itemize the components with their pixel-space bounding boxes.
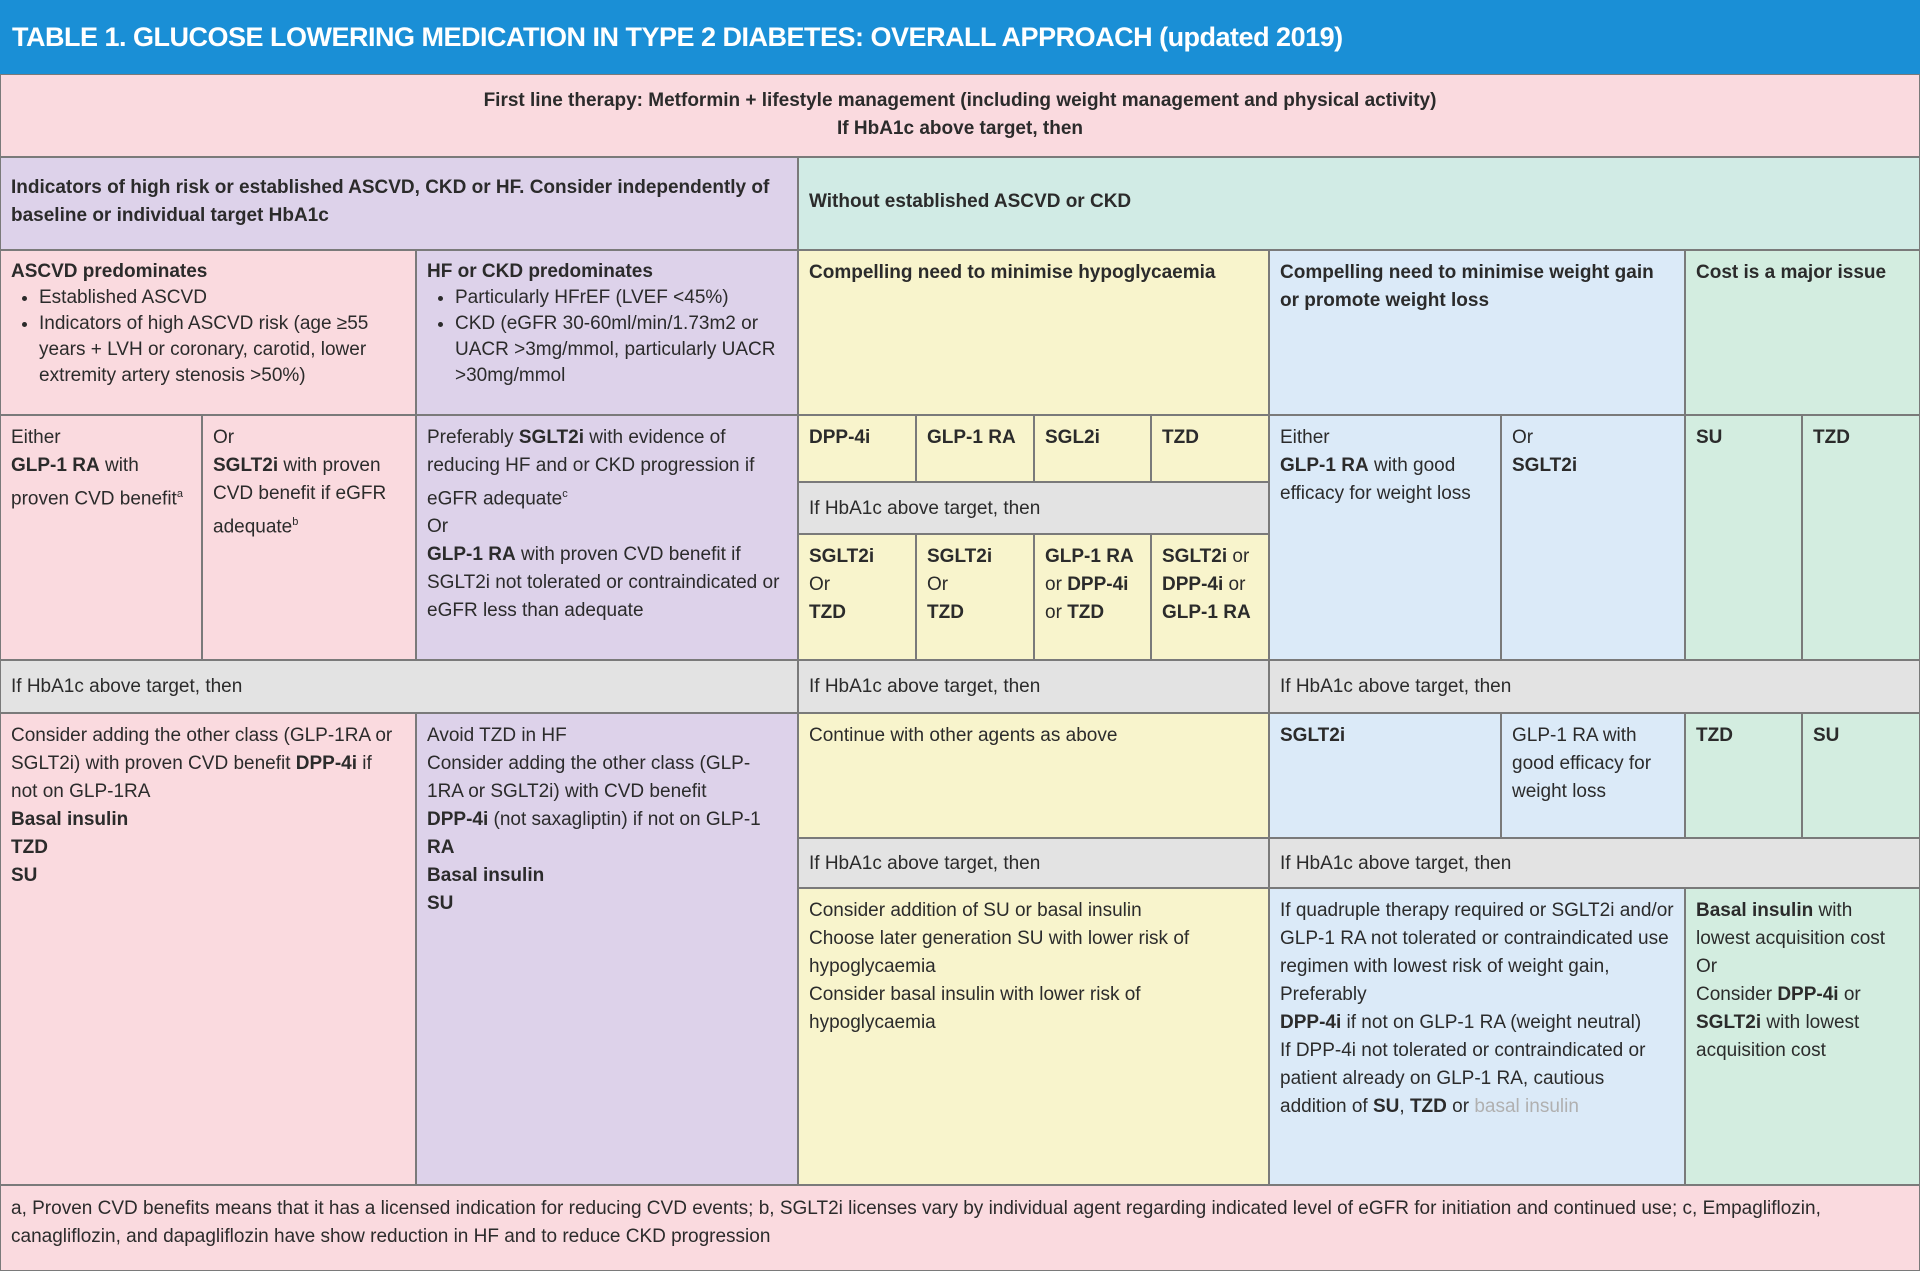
high-risk-group-header: Indicators of high risk or established ASCVD, CKD or HF. Consider independently of baseline or individual target HbA1c <box>0 157 798 250</box>
cost-step3-su: SU <box>1802 713 1920 838</box>
hypo-drug-sgl2i: SGL2i <box>1034 415 1151 482</box>
hypo-drug-dpp4i: DPP-4i <box>798 415 916 482</box>
ascvd-step3-cell <box>0 713 416 1185</box>
or-label: Or <box>1512 427 1534 448</box>
footnote-ref: a <box>176 488 183 500</box>
hfckd-bullet: • CKD (eGFR 30-60ml/min/1.73m2 or UACR >3mg/mmol, particularly UACR >30mg/mmol <box>455 311 787 389</box>
either-label: Either <box>11 427 61 448</box>
first-line-if-target: If HbA1c above target, then <box>837 118 1083 139</box>
drug-name: RA <box>427 837 455 858</box>
or-label: or <box>1045 574 1068 595</box>
drug-text: if not on GLP-1 RA (weight neutral) <box>1341 1012 1642 1033</box>
drug-name: DPP-4i <box>427 809 489 830</box>
drug-text: SGLT2i not tolerated or contraindicated or <box>427 572 780 594</box>
drug-name: TZD <box>1409 1096 1447 1117</box>
drug-text: with proven <box>278 455 381 476</box>
first-line-text: First line therapy: Metformin + lifestyle management (including weight management and physical activity) <box>483 90 1437 111</box>
drug-text: not on GLP-1RA <box>11 781 151 802</box>
or-label: Or <box>927 574 949 595</box>
hypoglycaemia-header: Compelling need to minimise hypoglycaemia <box>798 250 1269 415</box>
drug-text: eGFR less than adequate <box>427 600 644 622</box>
drug-name: SGLT2i <box>1512 455 1578 476</box>
drug-name: GLP-1 RA <box>1045 546 1134 567</box>
drug-name: basal insulin <box>1474 1096 1579 1117</box>
drug-text: with evidence of <box>583 427 726 448</box>
cost-drug-tzd: TZD <box>1802 415 1920 660</box>
hypo-step3-cell: Continue with other agents as above <box>798 713 1269 838</box>
or-label: Or <box>809 574 831 595</box>
drug-text: (not saxagliptin) if not on GLP-1 <box>488 809 761 830</box>
weight-header: Compelling need to minimise weight gain or promote weight loss <box>1269 250 1685 415</box>
drug-text: Avoid TZD in HF <box>427 725 567 746</box>
hf-ckd-predominates-cell <box>416 250 798 415</box>
if-target-row-right-2: If HbA1c above target, then <box>1269 838 1920 888</box>
drug-text: Preferably <box>1280 984 1367 1005</box>
drug-name: TZD <box>809 602 846 623</box>
drug-name: TZD <box>927 602 964 623</box>
drug-name: Basal insulin <box>427 865 545 886</box>
drug-name: DPP-4i <box>1777 984 1839 1005</box>
drug-text: if <box>357 753 372 774</box>
no-ascvd-group-header: Without established ASCVD or CKD <box>798 157 1920 250</box>
drug-text: SGLT2i) with proven CVD benefit <box>11 753 296 774</box>
drug-name: Basal insulin <box>11 809 129 830</box>
hypo-combo-4 <box>1151 534 1269 660</box>
hypo-combo-3 <box>1034 534 1151 660</box>
drug-text: Consider <box>1696 984 1778 1005</box>
drug-name: DPP-4i <box>295 753 358 774</box>
or-label: or <box>1227 546 1250 567</box>
hfckd-step3-cell <box>416 713 798 1185</box>
hypo-if-target: If HbA1c above target, then <box>798 482 1269 534</box>
drug-text: with lowest acquisition cost <box>1696 1012 1860 1061</box>
drug-text: with proven CVD benefit if <box>515 544 741 566</box>
either-label: Either <box>1280 427 1330 448</box>
drug-text: Consider addition of SU or basal insulin <box>809 900 1142 921</box>
drug-text: 1RA or SGLT2i) with CVD benefit <box>427 781 707 802</box>
hypo-drug-tzd: TZD <box>1151 415 1269 482</box>
or-label: or <box>1223 574 1246 595</box>
drug-text: adequate <box>213 516 293 538</box>
weight-step3-glp1ra: GLP-1 RA with good efficacy for weight loss <box>1501 713 1685 838</box>
drug-text: Consider basal insulin with lower risk of hypoglycaemia <box>809 984 1141 1033</box>
first-line-therapy <box>0 74 1920 157</box>
drug-name: DPP-4i <box>1067 574 1129 595</box>
drug-name: GLP-1 RA <box>1162 602 1251 623</box>
cost-step4-cell <box>1685 888 1920 1185</box>
drug-name: TZD <box>1067 602 1105 623</box>
drug-name: SGLT2i <box>213 455 279 476</box>
drug-name: GLP-1 RA <box>11 455 100 476</box>
cost-step3-tzd: TZD <box>1685 713 1802 838</box>
drug-text: Choose later generation SU with lower risk of hypoglycaemia <box>809 928 1190 977</box>
table-footnote: a, Proven CVD benefits means that it has a licensed indication for reducing CVD events; b, SGLT2i licenses vary by individual agent regarding indicated level of eGFR for initiation and continued use; c, Empagliflozin, canagliflozin, and dapagliflozin have show reduction in HF and to reduce CKD progression <box>0 1185 1920 1271</box>
drug-text: with lowest acquisition cost <box>1696 900 1886 949</box>
drug-name: SGLT2i <box>809 546 875 567</box>
drug-name: DPP-4i <box>1162 574 1224 595</box>
or-label: or <box>1045 602 1068 623</box>
or-label: Or <box>1696 956 1718 977</box>
drug-name: SGLT2i <box>518 427 584 448</box>
drug-name: SGLT2i <box>1696 1012 1762 1033</box>
if-target-row-right: If HbA1c above target, then <box>1269 660 1920 713</box>
ascvd-bullet-list <box>11 285 405 389</box>
hypo-combo-1 <box>798 534 916 660</box>
drug-name: GLP-1 RA <box>1280 455 1369 476</box>
ascvd-bullet: • Established ASCVD <box>39 285 405 311</box>
hypo-step4-cell <box>798 888 1269 1185</box>
drug-text: If DPP-4i not tolerated or contraindicated or patient already on GLP-1 RA, cautious addition of <box>1280 1040 1646 1117</box>
weight-step4-cell <box>1269 888 1685 1185</box>
drug-name: SGLT2i <box>927 546 993 567</box>
drug-text: efficacy for weight loss <box>1280 483 1471 504</box>
cost-drug-su: SU <box>1685 415 1802 660</box>
hfckd-bullet: • Particularly HFrEF (LVEF <45%) <box>455 285 787 311</box>
drug-text: Preferably <box>427 427 519 448</box>
hfckd-step2-cell <box>416 415 798 660</box>
hfckd-bullet-list <box>427 285 787 389</box>
ascvd-or-cell <box>202 415 416 660</box>
drug-text: , <box>1399 1096 1410 1117</box>
drug-name: GLP-1 RA <box>427 544 516 566</box>
drug-name: TZD <box>11 837 48 858</box>
drug-text: with <box>99 455 139 476</box>
if-target-row-left: If HbA1c above target, then <box>0 660 798 713</box>
hfckd-heading: HF or CKD predominates <box>427 261 653 282</box>
hypo-drug-glp1ra: GLP-1 RA <box>916 415 1034 482</box>
footnote-ref: b <box>292 516 299 528</box>
drug-text: proven CVD benefit <box>11 488 177 510</box>
footnote-ref: c <box>562 488 568 500</box>
drug-text: reducing HF and or CKD progression if <box>427 455 755 476</box>
ascvd-predominates-cell <box>0 250 416 415</box>
or-label: Or <box>213 427 235 448</box>
drug-text: If quadruple therapy required or SGLT2i and/or GLP-1 RA not tolerated or contraindicated use regimen with lowest risk of weight gain, <box>1280 900 1674 977</box>
drug-name: SU <box>427 893 454 914</box>
or-label: or <box>1446 1096 1475 1117</box>
ascvd-heading: ASCVD predominates <box>11 261 208 282</box>
drug-name: SU <box>1372 1096 1400 1117</box>
ascvd-bullet: • Indicators of high ASCVD risk (age ≥55 years + LVH or coronary, carotid, lower extremity artery stenosis >50%) <box>39 311 405 389</box>
drug-name: DPP-4i <box>1280 1012 1342 1033</box>
weight-either-cell <box>1269 415 1501 660</box>
drug-name: SU <box>11 865 38 886</box>
weight-step3-sglt2i: SGLT2i <box>1269 713 1501 838</box>
drug-name: Basal insulin <box>1696 900 1814 921</box>
or-label: Or <box>427 516 449 538</box>
drug-text: eGFR adequate <box>427 488 563 510</box>
drug-text: or <box>1838 984 1861 1005</box>
drug-text: Consider adding the other class (GLP-1RA or <box>11 725 393 746</box>
drug-text: Consider adding the other class (GLP- <box>427 753 751 774</box>
if-target-row-hypo: If HbA1c above target, then <box>798 660 1269 713</box>
ascvd-either-cell <box>0 415 202 660</box>
drug-text: CVD benefit if eGFR <box>213 483 387 504</box>
drug-text: with good <box>1368 455 1456 476</box>
drug-name: SGLT2i <box>1162 546 1228 567</box>
weight-or-cell <box>1501 415 1685 660</box>
if-target-row-hypo-2: If HbA1c above target, then <box>798 838 1269 888</box>
hypo-combo-2 <box>916 534 1034 660</box>
table-title: TABLE 1. GLUCOSE LOWERING MEDICATION IN TYPE 2 DIABETES: OVERALL APPROACH (updated 2019) <box>0 0 1920 74</box>
cost-header: Cost is a major issue <box>1685 250 1920 415</box>
